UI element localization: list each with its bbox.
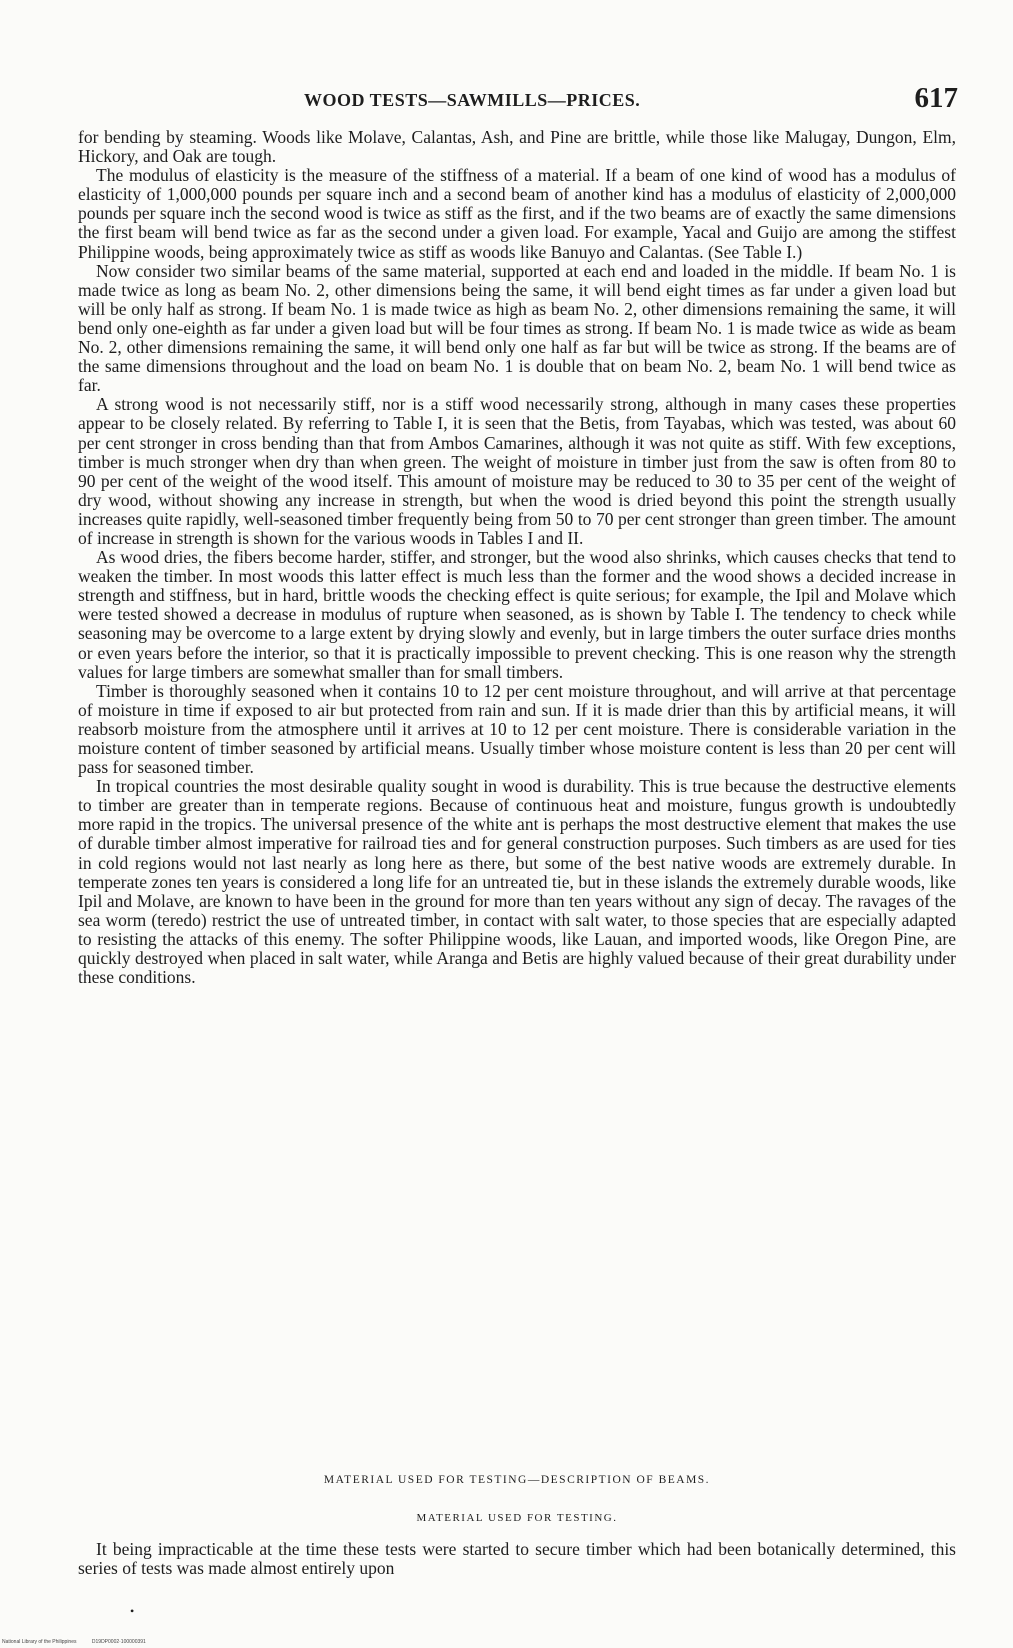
closing-text xyxy=(78,1540,956,1578)
page-header xyxy=(78,84,958,120)
paragraph: It being impracticable at the time these tests were started to secure timber which had been botanically determined, this series of tests was made almost entirely upon xyxy=(78,1539,956,1579)
footer-code: D19DP0002·100000391 xyxy=(91,1639,146,1645)
paragraph: In tropical countries the most desirable quality sought in wood is durability. This is true because the destructive elements to timber are greater than in temperate regions. Because of continuous heat and moisture, fungus growth is undoubtedly more rapid in the tropics. The universal presence of the white ant is perhaps the most destructive element that makes the use of durable timber almost imperative for railroad ties and for general construction purposes. Such timbers as are used for ties in cold regions would not last nearly as long here as there, but some of the best native woods are extremely durable. In temperate zones ten years is considered a long life for an untreated tie, but in these islands the extremely durable woods, like Ipil and Molave, are known to have been in the ground for more than ten years without any sign of decay. The ravages of the sea worm (teredo) restrict the use of untreated timber, in contact with salt water, to those species that are especially adapted to resisting the attacks of this enemy. The softer Philippine woods, like Lauan, and imported woods, like Oregon Pine, are quickly destroyed when placed in salt water, while Aranga and Betis are highly valued because of their great durability under these conditions. xyxy=(78,776,956,988)
paragraph: As wood dries, the fibers become harder, stiffer, and stronger, but the wood also shrinks, which causes checks that tend to weaken the timber. In most woods this latter effect is much less than the former and the wood shows a decided increase in strength and stiffness, but in hard, brittle woods the checking effect is quite serious; for example, the Ipil and Molave which were tested showed a decrease in modulus of rupture when seasoned, as is shown by Table I. The tendency to check while seasoning may be overcome to a large extent by drying slowly and evenly, but in large timbers the outer surface dries months or even years before the interior, so that it is practically impossible to prevent checking. This is one reason why the strength values for large timbers are somewhat smaller than for small timbers. xyxy=(78,547,956,682)
body-text xyxy=(78,128,956,987)
paragraph: A strong wood is not necessarily stiff, nor is a stiff wood necessarily strong, although in many cases these properties appear to be closely related. By referring to Table I, it is seen that the Betis, from Tayabas, which was tested, was about 60 per cent stronger in cross bending than that from Ambos Camarines, although it was not quite as stiff. With few exceptions, timber is much stronger when dry than when green. The weight of moisture in timber just from the saw is often from 80 to 90 per cent of the weight of the wood itself. This amount of moisture may be reduced to 30 to 35 per cent of the weight of dry wood, without showing any increase in strength, but when the wood is dried beyond this point the strength usually increases quite rapidly, well-seasoned timber frequently being from 50 to 70 per cent stronger than green timber. The amount of increase in strength is shown for the various woods in Tables I and II. xyxy=(78,394,956,548)
footer-library: National Library of the Philippines xyxy=(2,1639,77,1645)
scan-footer xyxy=(2,1639,160,1645)
paragraph: Timber is thoroughly seasoned when it contains 10 to 12 per cent moisture throughout, and will arrive at that percentage of moisture in time if exposed to air but protected from rain and sun. If it is made drier than this by artificial means, it will reabsorb moisture from the atmosphere until it arrives at 10 to 12 per cent moisture. There is considerable variation in the moisture content of timber seasoned by artificial means. Usually timber whose moisture content is less than 20 per cent will pass for seasoned timber. xyxy=(78,680,956,778)
subheading: MATERIAL USED FOR TESTING. xyxy=(416,1512,618,1524)
paragraph: The modulus of elasticity is the measure of the stiffness of a material. If a beam of one kind of wood has a modulus of elasticity of 1,000,000 pounds per square inch and a second beam of another kind has a modulus of elasticity of 2,000,000 pounds per square inch the second wood is twice as stiff as the first, and if the two beams are of exactly the same dimensions the first beam will bend twice as far as the second under a given load. For example, Yacal and Guijo are among the stiffest Philippine woods, being approximately twice as stiff as woods like Banuyo and Calantas. (See Table I.) xyxy=(78,165,956,262)
section-heading: MATERIAL USED FOR TESTING—DESCRIPTION OF BEAMS. xyxy=(323,1474,711,1486)
paragraph: for bending by steaming. Woods like Molave, Calantas, Ash, and Pine are brittle, while those like Malugay, Dungon, Elm, Hickory, and Oak are tough. xyxy=(78,127,956,167)
footnote-mark: • xyxy=(130,1604,135,1618)
running-head: WOOD TESTS—SAWMILLS—PRICES. xyxy=(304,90,641,110)
page-number: 617 xyxy=(914,82,958,114)
paragraph: Now consider two similar beams of the same material, supported at each end and loaded in the middle. If beam No. 1 is made twice as long as beam No. 2, other dimensions being the same, it will bend eight times as far under a given load but will be only half as strong. If beam No. 1 is made twice as high as beam No. 2, other dimensions remaining the same, it will bend only one-eighth as far under a given load but will be four times as strong. If beam No. 1 is made twice as wide as beam No. 2, other dimensions remaining the same, it will bend only one half as far but will be twice as strong. If the beams are of the same dimensions throughout and the load on beam No. 1 is double that on beam No. 2, beam No. 1 will bend twice as far. xyxy=(78,260,956,396)
